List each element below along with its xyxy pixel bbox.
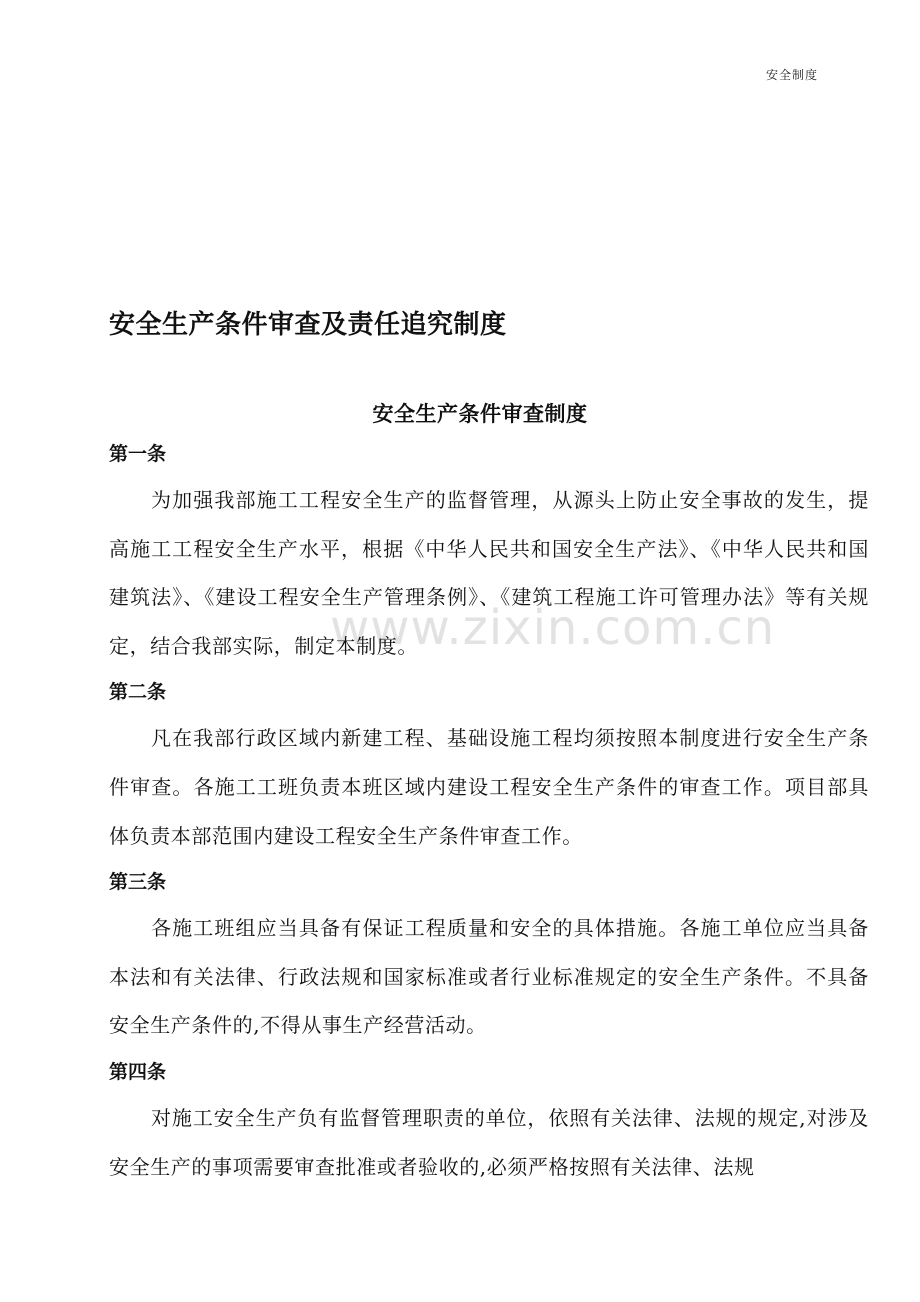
section-title: 安全生产条件审查制度: [372, 402, 588, 426]
article-2: [109, 670, 869, 860]
article-text: 各施工班组应当具备有保证工程质量和安全的具体措施。各施工单位应当具备本法和有关法律、行政法规和国家标准或者行业标准规定的安全生产条件。不具备安全生产条件的,不得从事生产经营活动。: [109, 916, 869, 1038]
watermark: www.zixin.com.cn: [330, 600, 776, 656]
article-heading: 第二条: [109, 681, 167, 704]
article-heading: 第三条: [109, 871, 167, 894]
document-body: [109, 432, 869, 1191]
document-title: 安全生产条件审查及责任追究制度: [109, 310, 507, 340]
running-header: 安全制度: [765, 68, 818, 82]
article-1: [109, 432, 869, 670]
article-3: [109, 860, 869, 1050]
article-text: 对施工安全生产负有监督管理职责的单位，依照有关法律、法规的规定,对涉及安全生产的事项需要审查批准或者验收的,必须严格按照有关法律、法规: [109, 1105, 869, 1179]
article-text: 凡在我部行政区域内新建工程、基础设施工程均须按照本制度进行安全生产条件审查。各施工工班负责本班区域内建设工程安全生产条件的审查工作。项目部具体负责本部范围内建设工程安全生产条件审查工作。: [109, 726, 869, 848]
article-heading: 第四条: [109, 1060, 167, 1083]
article-4: [109, 1050, 869, 1191]
article-text: 为加强我部施工工程安全生产的监督管理，从源头上防止安全事故的发生，提高施工工程安全生产水平，根据《中华人民共和国安全生产法》、《中华人民共和国建筑法》、《建设工程安全生产管理条例》、《建筑工程施工许可管理办法》等有关规定，结合我部实际，制定本制度。: [109, 488, 869, 658]
article-heading: 第一条: [109, 443, 167, 465]
